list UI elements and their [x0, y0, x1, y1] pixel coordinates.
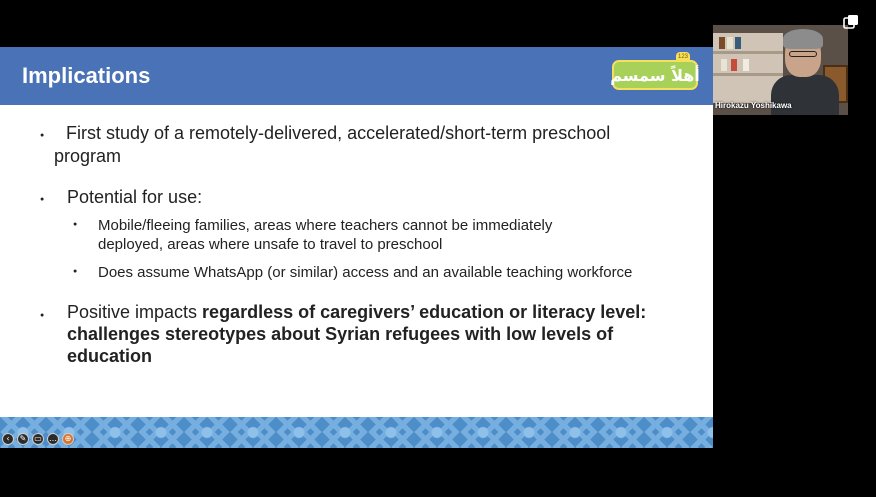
participant-video-tile[interactable]	[713, 25, 848, 115]
glasses	[789, 51, 817, 57]
person-hair	[783, 29, 823, 49]
participant-name: Hirokazu Yoshikawa	[715, 101, 792, 110]
sub-bullet-icon: ●	[73, 221, 78, 228]
bullet-3-line1	[67, 301, 646, 323]
bullet-1-line1: First study of a remotely-delivered, accelerated/short-term preschool	[66, 123, 611, 143]
back-icon[interactable]: ‹	[2, 433, 14, 445]
zoom-icon[interactable]: ⊕	[62, 433, 74, 445]
view-switch-icon[interactable]	[843, 14, 859, 30]
subtitles-icon[interactable]: ▭	[32, 433, 44, 445]
pen-icon[interactable]: ✎	[17, 433, 29, 445]
sub-bullet-1-line1: Mobile/fleeing families, areas where teachers cannot be immediately	[98, 217, 553, 234]
slide-header	[0, 47, 713, 105]
decorative-pattern-strip	[0, 417, 713, 448]
more-icon[interactable]: …	[49, 434, 57, 443]
sub-bullet-icon: ●	[73, 268, 78, 275]
sub-bullet-1-line2: deployed, areas where unsafe to travel to preschool	[98, 236, 443, 253]
bullet-icon: ●	[40, 132, 45, 139]
sub-bullet-2-text: Does assume WhatsApp (or similar) access and an available teaching workforce	[98, 264, 633, 281]
bullet-2-text: Potential for use:	[67, 187, 203, 207]
sesame-logo	[610, 54, 700, 90]
bullet-3-bold: regardless of caregivers’ education or literacy level:	[202, 302, 647, 322]
bullet-3-line3: education	[67, 346, 153, 366]
logo-text: أهلاً سمسم	[610, 65, 700, 85]
bullet-1-line2: program	[54, 146, 122, 166]
bullet-3-line2: challenges stereotypes about Syrian refugees with low levels of	[67, 324, 614, 344]
logo-badge: 123	[677, 54, 688, 60]
presentation-toolbar	[2, 433, 74, 445]
bullet-icon: ●	[40, 312, 45, 319]
bullet-3-plain: Positive impacts	[67, 302, 203, 322]
bullet-icon: ●	[40, 196, 45, 203]
slide-title: Implications	[22, 63, 151, 88]
presentation-slide	[0, 47, 713, 448]
